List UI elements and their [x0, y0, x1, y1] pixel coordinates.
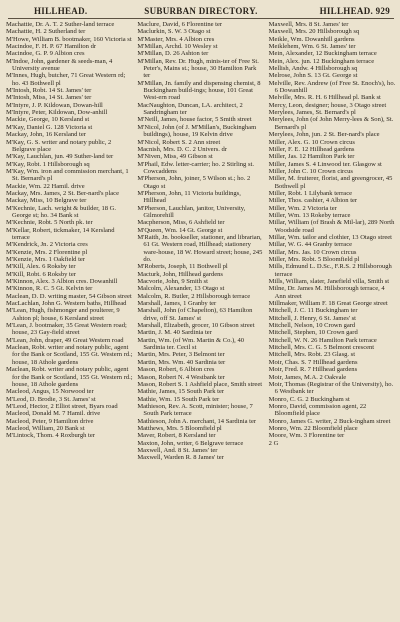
- directory-entry: Millar, William (of Brash & Mil-lar), 289 North Woodside road: [268, 219, 395, 234]
- directory-entry: Mathieson, John A. merchant, 14 Sardinia ter: [137, 417, 257, 425]
- directory-entry: Mills, William, slater, Janefield villa, Smith st: [268, 278, 390, 286]
- directory-entry: Miller, Thos. cashier, 4 Albion ter: [268, 197, 358, 205]
- directory-entry: M'Nicol, John (of J. M'Millan's, Buckingham buildings), house, 19 Kelvin drive: [137, 123, 257, 139]
- directory-entry: Maclean, Robt. writer and notary public, agent for the Bank or Scotland, 155 Gt. Western rd.; house, 18 Athole gardens: [6, 366, 133, 388]
- directory-entry: M'Howe, William B. bootmaker, 160 Victoria st: [6, 35, 132, 43]
- directory-entry: Mackie, George, 10 Kersland st: [6, 116, 90, 124]
- directory-entry: M'Lintock, Thom. 4 Roxburgh ter: [6, 432, 95, 440]
- directory-entry: Millar, Wm. tailor and clothier, 13 Otago street: [268, 233, 393, 241]
- directory-entry: M'Pherson, John, joiner, 5 Wilson st.; ho. 2 Otago st: [137, 175, 251, 190]
- directory-entry: Mitchell, J. C. 11 Buckingham ter: [268, 307, 358, 315]
- directory-entry: M'Lean, J. bootmaker, 35 Great Western road; house, 23 Gay-field street: [6, 322, 127, 337]
- directory-entry: Moir, James, M.A. 2 Oakvale: [268, 373, 347, 381]
- directory-entry: Moir, Thomas (Registrar of the University), ho. 6 Westbank ter: [268, 380, 394, 396]
- directory-entry: M'Kellar, Robert, tickmaker, 14 Kersland terrace: [6, 226, 115, 241]
- directory-entry: M'Kinnon, R. C. 5 Gt. Kelvin ter: [6, 285, 93, 293]
- directory-entry: Miller, F. E. 12 Hillhead gardens: [268, 145, 355, 153]
- directory-entry: Macturk, John, Hillhead gardens: [137, 270, 223, 278]
- directory-entry: Miller, John C. 10 Crown circus: [268, 167, 353, 175]
- header-right: HILLHEAD. 929: [319, 6, 390, 16]
- directory-entry: Mackay, John, 16 Kersland ter: [6, 131, 86, 139]
- directory-entry: Marshall, James, 1 Granby ter: [137, 300, 217, 308]
- directory-entry: Mitchell, Mrs. Robt. 23 Glasg. st: [268, 351, 356, 359]
- directory-entry: Maclean, Robt. writer and notary public, agent for the Bank or Scotland, 155 Gt. Western rd.; house, 18 Athole gardens: [6, 344, 133, 366]
- directory-entry: M'Intosh, Miss, 14 St. James' ter: [6, 94, 92, 102]
- directory-entry: M'Millan, D. 26 Ashton ter: [137, 50, 209, 58]
- directory-entry: Moir, Chas. S. 7 Hillhead gardens: [268, 358, 358, 366]
- directory-entry: Macleod, Angus, 15 Norwood ter: [6, 388, 94, 396]
- directory-entry: M'Intosh, Robt. 14 St. James' ter: [6, 87, 92, 95]
- directory-entry: Macpherson, Miss, 6 Ashfield ter: [137, 219, 225, 227]
- directory-entry: Melrose, John S. 13 Gt. George st: [268, 72, 358, 80]
- directory-entry: Malcolm, R. Butler, 2 Hillsborough terrace: [137, 292, 251, 300]
- directory-entry: Mitchell, Mrs. C. G. 5 Belmont crescent: [268, 344, 375, 352]
- directory-entry: Merylees, John (of John Merry-lees & Son), St. Bernard's pl: [268, 116, 394, 131]
- directory-entry: Malcolm, Alexander, 13 Otago st: [137, 285, 225, 293]
- directory-entry: Martin, Mrs. Wm. 40 Sardinia ter: [137, 358, 226, 366]
- header-left: HILLHEAD.: [34, 6, 88, 16]
- directory-entry: M'Leod, D. Brodie, 3 St. James' st: [6, 395, 96, 403]
- directory-entry: Mein, Alex. jun. 12 Buckingham terrace: [268, 57, 375, 65]
- column-1: [6, 21, 133, 462]
- directory-entry: M'Intyre, J. P. Kildowan, Dowan-hill: [6, 101, 103, 109]
- directory-entry: M'Millan, Archd. 10 Wesley st: [137, 43, 218, 51]
- directory-entry: M'Kinnon, Alex. 3 Albion cres. Dowanhill: [6, 278, 118, 286]
- directory-entry: Macindoe, G. P. 9 Albion cres: [6, 50, 85, 58]
- directory-entry: Macindoe, F. H. P. 67 Hamilton dr: [6, 43, 97, 51]
- directory-entry: M'Kill, Alex. 6 Roksby ter: [6, 263, 76, 271]
- directory-entry: M'Kay, Robt. 1 Hillsborough sq: [6, 160, 90, 168]
- directory-entry: Miller, James S. 4 Linwood ter. Glasgow st: [268, 160, 382, 168]
- directory-entry: Maclure, David, 6 Florentine ter: [137, 21, 223, 28]
- directory-entry: Monro, Wm. 22 Bloomfield place: [268, 424, 358, 432]
- directory-entry: Mellish, Andw. 4 Hillsborough sq: [268, 65, 358, 73]
- directory-entry: M'Neill, James, house factor, 5 Smith street: [137, 116, 252, 124]
- directory-entry: M'Innes, Hugh, butcher, 71 Great Western rd; ho. 43 Bothwell pl: [6, 72, 126, 87]
- directory-entry: M'Kay, Wm. iron and commission merchant, 1 St. Bernard's pl: [6, 167, 129, 183]
- directory-entry: Maxwell, Warden R. 8 James' ter: [137, 454, 224, 462]
- directory-entry: M'Pherson, John, 11 Victoria buildings, Hillhead: [137, 189, 241, 205]
- directory-entry: Machattie, H. 2 Sutherland ter: [6, 28, 86, 36]
- directory-entry: Miller, Robt. 1 Lilybank terrace: [268, 189, 353, 197]
- directory-entry: M'Kechnie, Robt. 5 North pk. ter: [6, 219, 93, 227]
- directory-entry: M'Roberts, Joseph, 11 Bothwell pl: [137, 263, 228, 271]
- directory-entry: M'Millan, Rev. Dr. Hugh, minis-ter of Free St. Peter's, Mains st.; house, 30 Hamilton Park ter: [137, 57, 259, 80]
- directory-entry: M'Indoe, John, gardener & seeds-man, 4 University avenue: [6, 57, 113, 73]
- directory-entry: M'Intyre, Peter, Kildowan, Dow-anhill: [6, 109, 108, 117]
- directory-entry: 2 G: [268, 439, 279, 447]
- directory-entry: Martin, Wm. (of Wm. Martin & Co.), 40 Sardinia ter. Cecil st: [137, 336, 245, 352]
- directory-entry: Maxwell, And. 8 St. James' ter: [137, 446, 218, 454]
- directory-entry: Millar, Mrs. Jas. 10 Crown circus: [268, 248, 357, 256]
- directory-columns: [6, 21, 396, 462]
- directory-entry: Melville, Rev. Andrew (of Free St. Enoch's), ho. 6 Dowanhill: [268, 79, 396, 95]
- directory-entry: Mein, Alexander, 12 Buckingham terrace: [268, 50, 377, 58]
- directory-entry: Mitchell, Stephen, 10 Crown gard: [268, 329, 358, 337]
- column-2: [137, 21, 264, 462]
- directory-entry: M'Kay, Daniel G. 128 Victoria st: [6, 123, 93, 131]
- directory-entry: Macnish, Mrs. D. C. 2 Univers. dr: [137, 145, 227, 153]
- directory-entry: Miller, Alex. G. 10 Crown circus: [268, 138, 355, 146]
- directory-entry: Miller, Jas. 12 Hamilton Park ter: [268, 153, 355, 161]
- directory-entry: Merylees, James, St. Bernard's pl: [268, 109, 356, 117]
- directory-entry: Mason, Robert, 6 Albion cres: [137, 366, 215, 374]
- directory-entry: Mathie, Wm. 15 South Park ter: [137, 395, 220, 403]
- directory-entry: Maxton, John, writer, 6 Belgrave terrace: [137, 439, 244, 447]
- header-rule: [8, 18, 394, 19]
- directory-entry: Mercy, Leon, designer; house, 3 Otago street: [268, 101, 387, 109]
- directory-entry: Marshall, John (of Chapelton), 63 Hamilton drive, off St. James' st: [137, 307, 253, 322]
- directory-entry: Mills, Edmund L. D.Sc., F.R.S. 2 Hillsborough terrace: [268, 263, 392, 278]
- directory-entry: Mathie, James, 15 South Park ter: [137, 388, 225, 396]
- directory-entry: Martin, J. M. 40 Sardinia ter: [137, 329, 212, 337]
- directory-entry: Milne, Dr. James M. Hillsborough terrace, 4 Ann street: [268, 285, 385, 300]
- directory-entry: Monro, David, commission agent, 22 Bloomfield place: [268, 402, 367, 418]
- directory-entry: Martin, Mrs. Peter, 3 Belmont ter: [137, 351, 225, 359]
- directory-entry: Mackay, Mrs. James, 2 St. Ber-nard's place: [6, 189, 119, 197]
- directory-entry: M'Millan, Jn. family and dispensing chemist, 8 Buckingham build-ings; house, 101 Great West-ern road: [137, 79, 261, 102]
- directory-entry: M'Kay, G. S. writer and notary public, 2 Belgrave place: [6, 138, 112, 153]
- directory-entry: M'Kechnie, Lach. wright & builder, 18 G. George st; ho. 34 Bank st: [6, 204, 117, 219]
- directory-entry: Mitchell, Nelson, 10 Crown gard: [268, 322, 356, 330]
- directory-entry: Mitchell, J. Henry, 6 St. James' st: [268, 314, 356, 322]
- directory-entry: Melville, Mrs. R. H. 6 Hillhead pl. Bank st: [268, 94, 381, 102]
- directory-entry: Monro, James G. writer, 2 Buck-ingham street: [268, 417, 391, 425]
- directory-entry: M'Lean, Hugh, fishmonger and poulterer, 9 Ashton pl; house, 6 Kersland street: [6, 307, 120, 322]
- directory-entry: Monro, C. G. 2 Buckingham st: [268, 395, 350, 403]
- directory-entry: Miller, Wm. 2 Victoria ter: [268, 204, 337, 212]
- directory-entry: Miller, Wm. 13 Rokeby terrace: [268, 211, 351, 219]
- header-title: SUBURBAN DIRECTORY.: [144, 6, 258, 16]
- directory-entry: M'Leod, Hector, 2 Elliot street, Byars road: [6, 402, 118, 410]
- directory-entry: M'Kendrick, Jn. 2 Victoria cres: [6, 241, 88, 249]
- directory-entry: Mason, Robert S. 1 Ashfield place, Smith street: [137, 380, 263, 388]
- directory-entry: Moir, Fred. R. 7 Hillhead gardens: [268, 366, 358, 374]
- directory-entry: M'Kenzie, Mrs. 2 Florentine pl: [6, 248, 88, 256]
- directory-entry: M'Niven, Miss, 49 Gibson st: [137, 153, 213, 161]
- directory-entry: Macvorie, John, 9 Smith st: [137, 278, 208, 286]
- directory-entry: Moore, Wm. 3 Florentine ter: [268, 432, 345, 440]
- directory-entry: M'Pherson, Lauchlan, janitor, University, Gilmorehill: [137, 204, 246, 219]
- directory-entry: Macleod, Donald M. 7 Hamil. drive: [6, 410, 101, 418]
- directory-entry: Marshall, Elizabeth, grocer, 10 Gibson street: [137, 322, 255, 330]
- directory-entry: Mackie, Wm. 22 Hamil. drive: [6, 182, 85, 190]
- directory-entry: MacNaughton, Duncan, LA. architect, 2 Sandringham ter: [137, 101, 243, 117]
- directory-entry: Maclean, D. D. writing master, 54 Gibson street: [6, 292, 132, 300]
- directory-entry: M'Phail, Edw. letter-carrier; ho. 2 Stirling st. Cowcaddens: [137, 160, 254, 175]
- column-3: [269, 21, 396, 462]
- directory-entry: Miller, Mrs. Robt. 5 Bloomfield pl: [268, 256, 360, 263]
- directory-entry: M'Raith, Jn. bookseller, stationer, and librarian, 61 Gt. Western road, Hillhead; stationery ware-house, 18 W. Howard street; house, 245 do.: [137, 233, 263, 263]
- directory-entry: Macleod, William, 20 Bank st: [6, 424, 85, 432]
- directory-entry: Millar, W. G. 44 Granby terrace: [268, 241, 353, 249]
- directory-entry: Millmaker, William F. 18 Great George street: [268, 300, 388, 308]
- directory-entry: Maxwell, Mrs. 8 St. James' ter: [268, 21, 349, 28]
- directory-entry: Mitchell, W. N. 26 Hamilton Park terrace: [268, 336, 377, 344]
- directory-entry: Machattie, Dr. A. T. 2 Suther-land terrace: [6, 21, 115, 28]
- directory-entry: Matthews, Mrs. 5 Bloomfield pl: [137, 424, 222, 432]
- directory-entry: Mathieson, Rev. A. Scott, minister; house, 7 South Park terrace: [137, 402, 253, 418]
- directory-entry: Meikle, Wm. Dowanhill gardens: [268, 35, 355, 43]
- directory-entry: Maxwell, Mrs. 20 Hillsborough sq: [268, 28, 360, 36]
- directory-entry: M'Kenzie, Mrs. 1 Oakfield ter: [6, 256, 85, 263]
- directory-entry: M'Nicol, Robert S. 2 Ann street: [137, 138, 221, 146]
- directory-entry: Merylees, John, jun. 2 St. Ber-nard's place: [268, 131, 380, 139]
- directory-entry: Miller, M. fruiterer, florist, and greengrocer, 45 Bothwell pl: [268, 175, 393, 190]
- directory-entry: M'Kill, Robt. 6 Roksby ter: [6, 270, 76, 278]
- directory-entry: M'Kay, Lauchlan, jun. 49 Suther-land ter: [6, 153, 114, 161]
- directory-entry: Meiklehem, Wm. 6 St. James' ter: [268, 43, 356, 51]
- running-header: [6, 4, 396, 18]
- directory-entry: M'Master, Mrs. 4 Albion cres: [137, 35, 215, 43]
- directory-entry: MacLachlan, John G. Western baths, Hillhead: [6, 300, 127, 308]
- directory-entry: Maclurkin, S. W. 3 Otago st: [137, 28, 211, 36]
- directory-entry: Mackay, Miss, 10 Belgrave ter: [6, 197, 87, 205]
- directory-entry: Maver, Robert, 8 Kersland ter: [137, 432, 216, 440]
- directory-entry: M'Lean, John, draper, 49 Great Western road: [6, 336, 124, 344]
- directory-entry: Macleod, Peter, 9 Hamilton drive: [6, 417, 94, 425]
- directory-entry: M'Queen, Wm. 14 Gt. George st: [137, 226, 223, 234]
- directory-entry: Mason, Robert N. 4 Westbank ter: [137, 373, 225, 381]
